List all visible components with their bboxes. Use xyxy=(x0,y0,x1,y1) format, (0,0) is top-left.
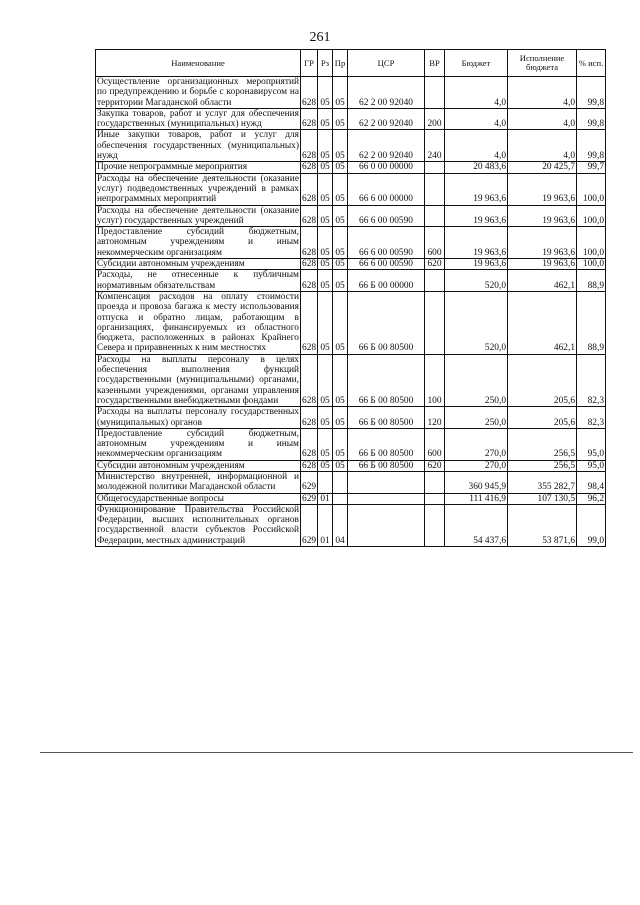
page-bottom-rule xyxy=(40,752,633,753)
cell-name: Компенсация расходов на оплату стоимости проезда и провоза багажа к месту использования отпуска и обратно лицам, работающим в организациях, финансируемых из областного бюджета, расположенных в районах Крайнего Севера и приравненных к ним местностях xyxy=(97,291,299,354)
cell-rz: 05 xyxy=(318,108,333,130)
table-row xyxy=(96,354,606,406)
cell-budget: 520,0 xyxy=(445,291,508,354)
cell-percent: 88,9 xyxy=(577,270,606,292)
cell-pr: 05 xyxy=(333,291,348,354)
cell-gr: 628 xyxy=(301,270,318,292)
table-row xyxy=(96,504,606,546)
header-name: Наименование xyxy=(96,50,301,77)
header-percent: % исп. xyxy=(577,50,606,77)
cell-csr: 62 2 00 92040 xyxy=(348,130,425,162)
cell-vr: 120 xyxy=(425,407,445,429)
header-rz: Рз xyxy=(318,50,333,77)
cell-gr: 628 xyxy=(302,460,317,471)
cell-rz: 05 xyxy=(318,173,333,205)
cell-execution: 355 282,7 xyxy=(508,471,577,493)
cell-csr: 66 6 00 00590 xyxy=(348,205,425,227)
cell-vr: 620 xyxy=(425,259,445,270)
cell-budget: 20 483,6 xyxy=(445,162,508,173)
header-csr: ЦСР xyxy=(348,50,425,77)
cell-pr: 05 xyxy=(333,162,348,173)
cell-budget: 250,0 xyxy=(445,407,508,429)
cell-rz: 05 xyxy=(318,460,333,471)
cell-percent: 95,0 xyxy=(577,460,606,471)
cell-csr: 66 6 00 00590 xyxy=(348,227,425,259)
cell-budget: 19 963,6 xyxy=(445,173,508,205)
cell-pr xyxy=(333,471,348,493)
cell-pr: 05 xyxy=(333,259,348,270)
cell-name: Расходы на обеспечение деятельности (оказание услуг) подведомственных учреждений в рамках непрограммных мероприятий xyxy=(97,173,299,205)
cell-pr xyxy=(333,493,348,504)
cell-pr: 05 xyxy=(333,354,348,406)
cell-name: Осуществление организационных мероприятий по предупреждению и борьбе с коронавирусом на территории Магаданской области xyxy=(97,77,299,108)
table-row xyxy=(96,108,606,130)
cell-percent: 88,9 xyxy=(577,291,606,354)
cell-percent: 99,8 xyxy=(577,130,606,162)
header-budget: Бюджет xyxy=(445,50,508,77)
cell-budget: 270,0 xyxy=(445,428,508,460)
cell-percent: 99,7 xyxy=(577,162,606,173)
cell-budget: 19 963,6 xyxy=(445,227,508,259)
cell-csr: 66 6 00 00590 xyxy=(348,259,425,270)
cell-rz: 05 xyxy=(318,77,333,109)
cell-rz: 05 xyxy=(318,407,333,429)
cell-vr xyxy=(425,504,445,546)
header-execution: Исполнение бюджета xyxy=(508,50,577,77)
cell-gr: 628 xyxy=(301,407,318,429)
cell-csr xyxy=(348,504,425,546)
cell-percent: 96,2 xyxy=(577,493,606,504)
cell-rz: 05 xyxy=(318,428,333,460)
table-row xyxy=(96,227,606,259)
cell-vr: 600 xyxy=(425,227,445,259)
cell-name: Иные закупки товаров, работ и услуг для обеспечения государственных (муниципальных) нужд xyxy=(97,130,299,162)
cell-vr xyxy=(425,77,445,109)
cell-budget: 360 945,9 xyxy=(445,471,508,493)
cell-budget: 4,0 xyxy=(445,130,508,162)
cell-vr xyxy=(425,471,445,493)
cell-csr: 66 Б 00 80500 xyxy=(348,291,425,354)
cell-name: Закупка товаров, работ и услуг для обеспечения государственных (муниципальных) нужд xyxy=(97,108,299,130)
cell-pr: 05 xyxy=(333,227,348,259)
cell-name: Расходы на выплаты персоналу государственных (муниципальных) органов xyxy=(97,407,299,428)
cell-vr xyxy=(425,173,445,205)
cell-vr xyxy=(425,270,445,292)
cell-rz: 05 xyxy=(318,259,333,270)
cell-vr xyxy=(425,162,445,173)
cell-name: Расходы на выплаты персоналу в целях обеспечения выполнения функций государственными (муниципальными) органами, казенными учреждениями, органами управления государственными внебюджетными фондами xyxy=(97,354,299,406)
cell-csr: 66 Б 00 80500 xyxy=(348,428,425,460)
cell-percent: 82,3 xyxy=(577,354,606,406)
cell-csr: 66 Б 00 80500 xyxy=(348,460,425,471)
cell-percent: 99,8 xyxy=(577,77,606,109)
cell-percent: 82,3 xyxy=(577,407,606,429)
cell-csr: 62 2 00 92040 xyxy=(348,77,425,109)
cell-pr: 05 xyxy=(333,205,348,227)
table-row xyxy=(96,270,606,292)
cell-csr xyxy=(348,471,425,493)
table-row xyxy=(96,259,606,270)
cell-name: Субсидии автономным учреждениям xyxy=(96,460,301,471)
cell-gr: 628 xyxy=(301,77,318,109)
cell-percent: 100,0 xyxy=(577,227,606,259)
cell-gr: 629 xyxy=(301,504,318,546)
cell-gr: 628 xyxy=(301,227,318,259)
cell-rz: 05 xyxy=(318,162,333,173)
table-row xyxy=(96,493,606,504)
cell-budget: 19 963,6 xyxy=(445,205,508,227)
table-row xyxy=(96,130,606,162)
cell-csr: 62 2 00 92040 xyxy=(348,108,425,130)
cell-gr: 628 xyxy=(301,205,318,227)
cell-percent: 100,0 xyxy=(577,259,606,270)
table-body xyxy=(96,77,606,547)
cell-rz xyxy=(318,471,333,493)
cell-execution: 256,5 xyxy=(508,460,577,471)
cell-pr: 05 xyxy=(333,428,348,460)
cell-budget: 270,0 xyxy=(445,460,508,471)
cell-pr: 05 xyxy=(333,460,348,471)
cell-name: Расходы на обеспечение деятельности (оказание услуг) государственных учреждений xyxy=(97,205,299,226)
cell-pr: 05 xyxy=(333,407,348,429)
cell-vr: 600 xyxy=(425,428,445,460)
budget-table xyxy=(95,49,606,547)
cell-vr: 620 xyxy=(425,460,445,471)
cell-name: Прочие непрограммные мероприятия xyxy=(96,162,301,173)
cell-vr: 240 xyxy=(425,130,445,162)
cell-vr xyxy=(425,493,445,504)
table-row xyxy=(96,460,606,471)
cell-percent: 100,0 xyxy=(577,173,606,205)
cell-execution: 53 871,6 xyxy=(508,504,577,546)
cell-budget: 19 963,6 xyxy=(445,259,508,270)
cell-budget: 4,0 xyxy=(445,108,508,130)
cell-csr: 66 Б 00 00000 xyxy=(348,270,425,292)
cell-execution: 107 130,5 xyxy=(508,493,577,504)
cell-execution: 256,5 xyxy=(508,428,577,460)
cell-execution: 19 963,6 xyxy=(508,205,577,227)
cell-gr: 628 xyxy=(301,291,318,354)
cell-budget: 250,0 xyxy=(445,354,508,406)
cell-percent: 99,0 xyxy=(577,504,606,546)
header-pr: Пр xyxy=(333,50,348,77)
cell-gr: 628 xyxy=(301,173,318,205)
cell-execution: 20 425,7 xyxy=(508,162,577,173)
cell-rz: 05 xyxy=(318,227,333,259)
table-row xyxy=(96,205,606,227)
table-row xyxy=(96,407,606,429)
table-row xyxy=(96,291,606,354)
cell-name: Субсидии автономным учреждениям xyxy=(96,259,301,270)
cell-budget: 4,0 xyxy=(445,77,508,109)
cell-rz: 01 xyxy=(318,504,333,546)
cell-budget: 54 437,6 xyxy=(445,504,508,546)
cell-rz: 05 xyxy=(318,130,333,162)
cell-name: Предоставление субсидий бюджетным, автономным учреждениям и иным некоммерческим организациям xyxy=(97,428,299,460)
cell-pr: 05 xyxy=(333,108,348,130)
cell-gr: 628 xyxy=(301,354,318,406)
cell-execution: 4,0 xyxy=(508,130,577,162)
cell-execution: 462,1 xyxy=(508,291,577,354)
cell-vr xyxy=(425,205,445,227)
cell-execution: 205,6 xyxy=(508,407,577,429)
cell-execution: 462,1 xyxy=(508,270,577,292)
cell-rz: 05 xyxy=(318,291,333,354)
page-number: 261 xyxy=(309,30,331,45)
cell-pr: 05 xyxy=(333,130,348,162)
cell-gr: 629 xyxy=(301,471,318,493)
cell-vr xyxy=(425,291,445,354)
cell-name: Министерство внутренней, информационной и молодежной политики Магаданской области xyxy=(97,471,299,493)
table-header-row xyxy=(96,50,606,77)
cell-rz: 01 xyxy=(318,493,333,504)
cell-budget: 520,0 xyxy=(445,270,508,292)
cell-percent: 100,0 xyxy=(577,205,606,227)
cell-execution: 19 963,6 xyxy=(508,173,577,205)
cell-percent: 98,4 xyxy=(577,471,606,493)
cell-name: Общегосударственные вопросы xyxy=(96,493,301,504)
header-gr: ГР xyxy=(301,50,318,77)
cell-percent: 95,0 xyxy=(577,428,606,460)
cell-csr: 66 Б 00 80500 xyxy=(348,407,425,429)
cell-csr xyxy=(348,493,425,504)
cell-name: Функционирование Правительства Российской Федерации, высших исполнительных органов государственной власти субъектов Российской Федерации, местных администраций xyxy=(97,504,299,546)
cell-execution: 4,0 xyxy=(508,77,577,109)
header-vr: ВР xyxy=(425,50,445,77)
cell-csr: 66 Б 00 80500 xyxy=(348,354,425,406)
cell-csr: 66 6 00 00000 xyxy=(348,173,425,205)
cell-execution: 205,6 xyxy=(508,354,577,406)
cell-rz: 05 xyxy=(318,354,333,406)
cell-budget: 111 416,9 xyxy=(445,493,508,504)
cell-gr: 628 xyxy=(301,428,318,460)
cell-vr: 100 xyxy=(425,354,445,406)
table-row xyxy=(96,428,606,460)
cell-vr: 200 xyxy=(425,108,445,130)
cell-name: Предоставление субсидий бюджетным, автономным учреждениям и иным некоммерческим организациям xyxy=(97,227,299,258)
table-row xyxy=(96,162,606,173)
cell-pr: 04 xyxy=(333,504,348,546)
cell-gr: 628 xyxy=(302,162,317,173)
table-row xyxy=(96,471,606,493)
cell-gr: 628 xyxy=(302,259,317,270)
cell-percent: 99,8 xyxy=(577,108,606,130)
cell-rz: 05 xyxy=(318,205,333,227)
cell-gr: 628 xyxy=(301,108,318,130)
cell-pr: 05 xyxy=(333,173,348,205)
cell-gr: 628 xyxy=(301,130,318,162)
cell-name: Расходы, не отнесенные к публичным нормативным обязательствам xyxy=(97,270,299,291)
cell-execution: 4,0 xyxy=(508,108,577,130)
cell-csr: 66 0 00 00000 xyxy=(348,162,425,173)
cell-rz: 05 xyxy=(318,270,333,292)
cell-pr: 05 xyxy=(333,77,348,109)
cell-gr: 629 xyxy=(302,493,317,504)
table-row xyxy=(96,173,606,205)
cell-pr: 05 xyxy=(333,270,348,292)
cell-execution: 19 963,6 xyxy=(508,259,577,270)
table-row xyxy=(96,77,606,109)
cell-execution: 19 963,6 xyxy=(508,227,577,259)
